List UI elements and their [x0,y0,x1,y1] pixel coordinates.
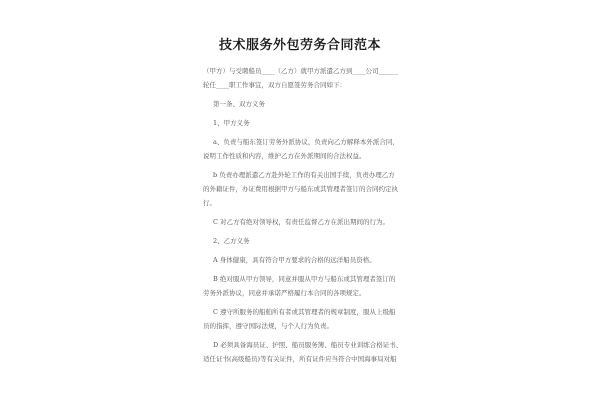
paragraph-line: D 必须具备海员证、护照、船员服务簿、船员专业训练合格证书、 [213,341,403,349]
paragraph-line: A 身体健康，具有符合甲方要求的合格的远洋船员资格。 [213,256,376,264]
paragraph-line: 劳务外派协议，同意并承诺严格履行本合同的各项规定。 [203,289,366,297]
subsection-heading: 2、乙方义务 [213,237,250,245]
paragraph-line: 的外籍证件，办证费用根据甲方与船东或其管理者签订的合同约定执 [203,185,398,193]
paragraph-line: 适任证书(高级船员)等有关证件，所有证件应当符合中国海事局对船 [203,355,397,363]
subsection-heading: 1、甲方义务 [213,119,250,127]
paragraph-line: a、负责与船东签订劳务外派协议，负责向乙方解释本外派合同， [213,138,399,146]
paragraph-line: 说明工作性质和内容，维护乙方在外派期间的合法权益。 [203,152,366,160]
paragraph-line: B 绝对服从甲方领导，同意并服从甲方与船东或其管理者签订的 [213,275,396,283]
paragraph-line: 轮任____职工作事宜，双方自愿签劳务合同如下： [203,81,346,89]
document-title: 技术服务外包劳务合同范本 [218,38,381,53]
section-heading: 第一条、双方义务 [213,100,265,108]
paragraph-line: （甲方）与受聘船员____（乙方）就甲方派遣乙方到____公司______ [203,67,398,75]
paragraph-line: C 遵守所服务的船舶所有者或其管理者的规章制度，服从上级船 [213,308,396,316]
paragraph-line: 行。 [203,199,216,207]
paragraph-line: b 负责办理派遣乙方赴外轮工作的有关出国手续，负责办理乙方 [213,171,395,179]
paragraph-line: C 对乙方有绝对领导权，有责任监督乙方在派出期间的行为。 [213,218,390,226]
paragraph-line: 员的指挥，遵守国际法规，与个人行为负责。 [203,322,333,330]
